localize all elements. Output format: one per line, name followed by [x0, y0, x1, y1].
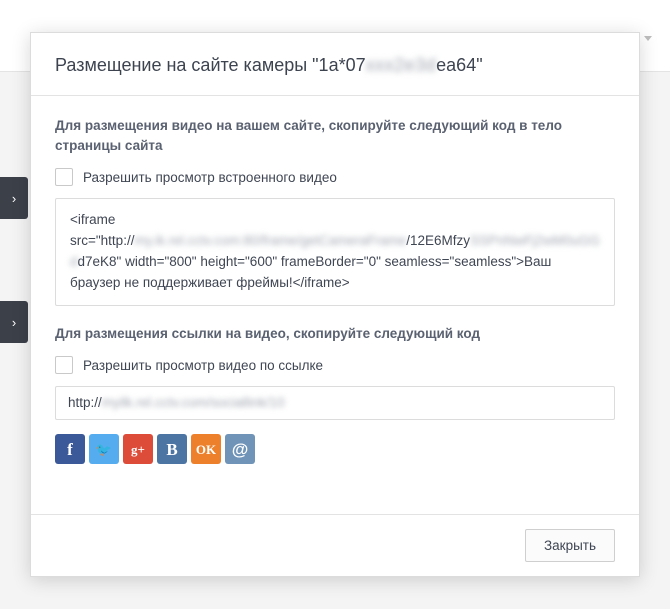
embed-section-label: Для размещения видео на вашем сайте, скопируйте следующий код в тело страницы сайта: [55, 117, 562, 153]
email-share-button[interactable]: @: [225, 434, 255, 464]
embed-code-part-1: <iframe src="http://: [70, 212, 135, 249]
chevron-down-icon: [644, 36, 652, 41]
odnoklassniki-share-button[interactable]: OK: [191, 434, 221, 464]
embed-permission-checkbox[interactable]: [55, 168, 73, 186]
sidebar-expand-arrow-2[interactable]: ›: [0, 301, 28, 343]
twitter-share-button[interactable]: 🐦: [89, 434, 119, 464]
embed-permission-row[interactable]: [55, 168, 615, 186]
google-plus-share-button[interactable]: g+: [123, 434, 153, 464]
facebook-share-button[interactable]: f: [55, 434, 85, 464]
dialog-title-blurred-id: xxx2e3d: [365, 55, 437, 75]
dialog-header: [31, 33, 639, 96]
dialog-title-suffix: ea64": [436, 55, 483, 75]
dialog-footer: [31, 514, 639, 576]
dialog-title: [55, 55, 615, 77]
close-button[interactable]: Закрыть: [525, 529, 615, 562]
link-permission-checkbox[interactable]: [55, 356, 73, 374]
vk-share-button[interactable]: B: [157, 434, 187, 464]
embed-code-part-3: d7eK8" width="800" height="600" frameBorder="0" seamless="seamless">Ваш браузер не поддерживает фреймы!</iframe>: [70, 253, 552, 290]
share-link-blurred: myilk.rel.cctv.com/sociallink/10: [101, 394, 285, 410]
embed-code-textarea[interactable]: [55, 198, 615, 306]
embed-permission-label: Разрешить просмотр встроенного видео: [83, 169, 337, 185]
dialog-title-prefix: Размещение на сайте камеры "1a*07: [55, 55, 366, 75]
embed-code-part-2: /12E6Mfzy: [406, 233, 471, 249]
embed-code-blurred-host: my.ik.rel.cctv.com:80/frame/getCameraFrame: [134, 233, 407, 249]
spacer: [55, 306, 615, 324]
link-permission-label: Разрешить просмотр видео по ссылке: [83, 357, 324, 373]
sidebar-expand-arrow-1[interactable]: ›: [0, 177, 28, 219]
share-link-input[interactable]: [55, 386, 615, 420]
embed-code-blurred-token: SSPnNwFj2wM0uGGd: [70, 233, 600, 269]
social-share-row: [55, 434, 615, 464]
link-section-label: Для размещения ссылки на видео, скопируйте следующий код: [55, 325, 481, 341]
dialog-body: [31, 96, 639, 514]
share-link-prefix: http://: [68, 394, 102, 410]
embed-camera-dialog: [30, 32, 640, 577]
link-permission-row[interactable]: [55, 356, 615, 374]
